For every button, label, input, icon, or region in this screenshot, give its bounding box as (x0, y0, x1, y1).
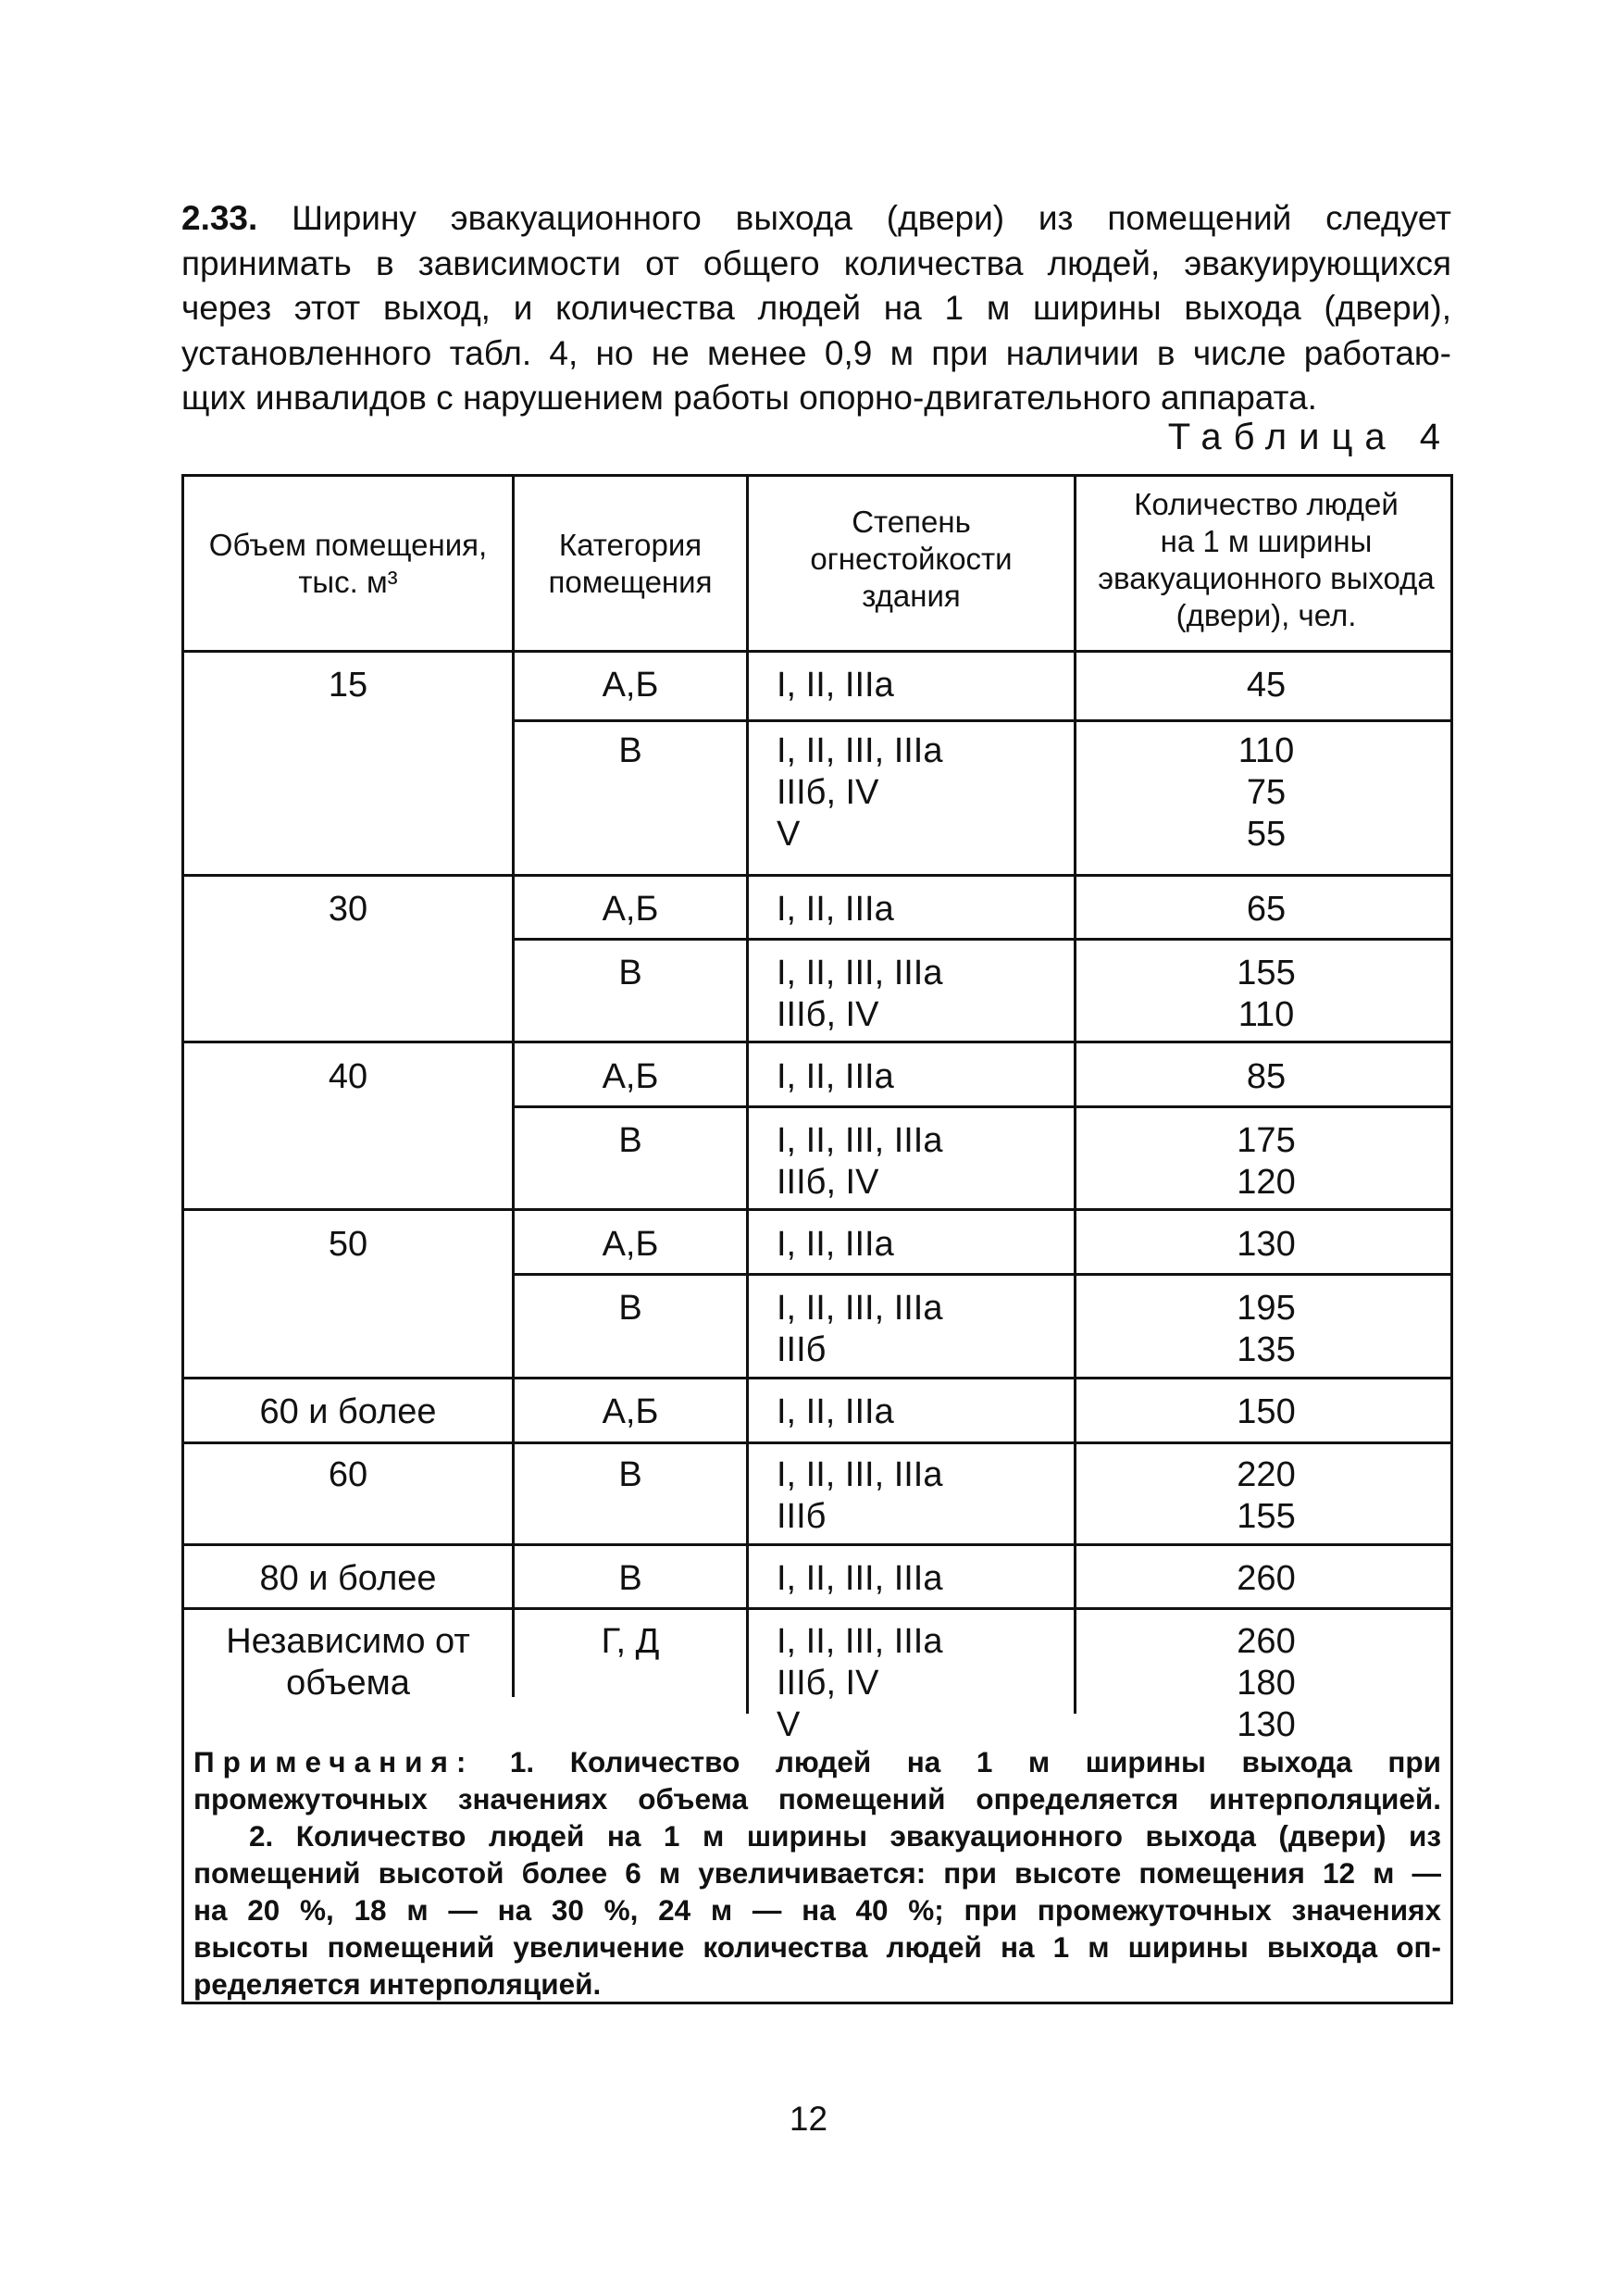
fire-resistance-cell: I, II, III, IIIa IIIб, IV V (777, 1622, 943, 1744)
row-divider (512, 719, 1450, 722)
fire-resistance-cell: I, II, IIIa (777, 666, 894, 705)
row-divider (184, 1041, 1450, 1043)
row-divider (512, 1105, 1450, 1108)
row-divider (184, 874, 1450, 877)
column-divider (746, 477, 749, 1714)
header-people-per-meter: Количество людей на 1 м ширины эвакуационного выхода (двери), чел. (1098, 487, 1435, 632)
table-notes (193, 1743, 1441, 2003)
paragraph-line: принимать в зависимости от общего количества людей, эвакуирующихся (181, 243, 1451, 282)
header-volume: Объем помещения, тыс. м³ (208, 528, 488, 599)
paragraph-number: 2.33. (181, 199, 258, 237)
header-category: Категория помещения (548, 528, 713, 599)
notes-line: 2. Количество людей на 1 м ширины эвакуационного выхода (двери) из (249, 1819, 1441, 1853)
volume-cell: 60 (328, 1455, 368, 1494)
people-value-cell: 260 180 130 (1237, 1622, 1296, 1744)
notes-line: промежуточных значениях объема помещений определяется интерполяцией. (193, 1782, 1441, 1816)
fire-resistance-cell: I, II, IIIa (777, 1225, 894, 1264)
category-cell: Г, Д (601, 1622, 660, 1661)
category-cell: А,Б (602, 1057, 659, 1096)
table-caption: Таблица 4 (1167, 417, 1452, 457)
evacuation-table (181, 474, 1453, 2004)
paragraph-line: установленного табл. 4, но не менее 0,9 м при наличии в числе работаю- (181, 333, 1451, 372)
people-value-cell: 260 (1237, 1559, 1296, 1598)
notes-line: помещений высотой более 6 м увеличивается: при высоте помещения 12 м — (193, 1856, 1441, 1890)
category-cell: В (618, 1289, 642, 1328)
notes-line: на 20 %, 18 м — на 30 %, 24 м — на 40 %; при промежуточных значениях (193, 1893, 1441, 1927)
volume-cell: 50 (328, 1225, 368, 1264)
row-divider (184, 1441, 1450, 1444)
fire-resistance-cell: I, II, IIIa (777, 1057, 894, 1096)
volume-cell: 60 и более (259, 1392, 437, 1431)
fire-resistance-cell: I, II, III, IIIa IIIб, IV (777, 954, 943, 1034)
people-value-cell: 85 (1246, 1057, 1287, 1096)
category-cell: В (618, 1559, 642, 1598)
volume-cell: 40 (328, 1057, 368, 1096)
people-value-cell: 155 110 (1237, 954, 1296, 1034)
notes-line: высоты помещений увеличение количества людей на 1 м ширины выхода оп- (193, 1930, 1441, 1964)
row-divider (512, 938, 1450, 941)
notes-line: ределяется интерполяцией. (193, 1967, 602, 2001)
people-value-cell: 110 75 55 (1238, 731, 1295, 854)
category-cell: А,Б (602, 666, 659, 705)
people-value-cell: 195 135 (1237, 1289, 1296, 1369)
people-value-cell: 45 (1246, 666, 1287, 705)
category-cell: В (618, 1455, 642, 1494)
fire-resistance-cell: I, II, IIIa (777, 1392, 894, 1431)
header-fire-resistance: Степень огнестойкости здания (810, 505, 1013, 613)
row-divider (184, 1208, 1450, 1211)
fire-resistance-cell: I, II, III, IIIa IIIб (777, 1455, 943, 1536)
fire-resistance-cell: I, II, III, IIIa IIIб (777, 1289, 943, 1369)
people-value-cell: 130 (1237, 1225, 1296, 1264)
notes-label: Примечания: (193, 1745, 475, 1778)
fire-resistance-cell: I, II, IIIa (777, 890, 894, 929)
people-value-cell: 220 155 (1237, 1455, 1296, 1536)
volume-cell: 30 (328, 890, 368, 929)
people-value-cell: 65 (1246, 890, 1287, 929)
volume-cell: Независимо от объема (226, 1622, 470, 1703)
category-cell: В (618, 731, 642, 770)
volume-cell: 15 (328, 666, 368, 705)
people-value-cell: 150 (1237, 1392, 1296, 1431)
paragraph-line: 2.33. Ширину эвакуационного выхода (двери) из помещений следует (181, 199, 1452, 237)
category-cell: А,Б (602, 1225, 659, 1264)
paragraph-line: через этот выход, и количества людей на 1 м ширины выхода (двери), (181, 289, 1451, 327)
row-divider (184, 1607, 1450, 1610)
row-divider (184, 1543, 1450, 1546)
fire-resistance-cell: I, II, III, IIIa (777, 1559, 943, 1598)
row-divider (512, 1273, 1450, 1276)
paragraph-2-33 (181, 196, 1451, 421)
category-cell: А,Б (602, 890, 659, 929)
category-cell: А,Б (602, 1392, 659, 1431)
page-number: 12 (789, 2100, 828, 2138)
notes-line: Примечания: 1. Количество людей на 1 м ширины выхода при (193, 1745, 1441, 1778)
category-cell: В (618, 1121, 642, 1160)
paragraph-line: щих инвалидов с нарушением работы опорно-двигательного аппарата. (181, 379, 1317, 417)
fire-resistance-cell: I, II, III, IIIa IIIб, IV V (777, 731, 943, 854)
category-cell: В (618, 954, 642, 992)
volume-cell: 80 и более (259, 1559, 437, 1598)
fire-resistance-cell: I, II, III, IIIa IIIб, IV (777, 1121, 943, 1202)
people-value-cell: 175 120 (1237, 1121, 1296, 1202)
header-divider (184, 650, 1450, 653)
row-divider (184, 1377, 1450, 1379)
